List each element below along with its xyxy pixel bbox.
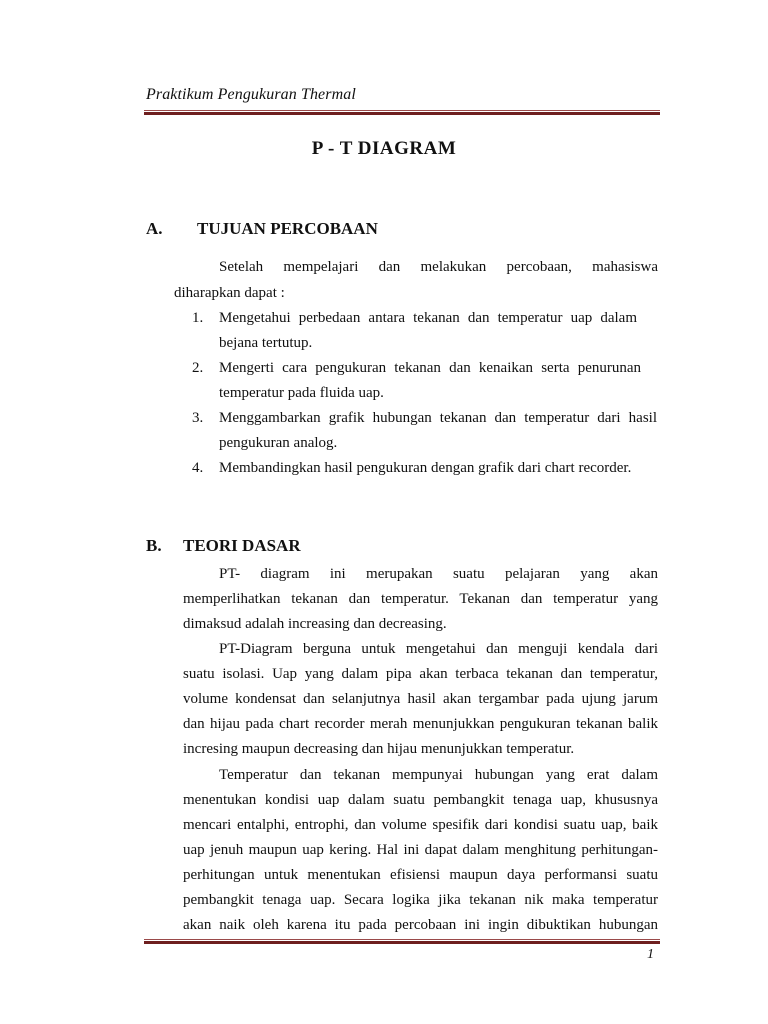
paragraph-line: PT- diagram ini merupakan suatu pelajaran yang akan — [219, 566, 658, 582]
list-item-line: Membandingkan hasil pengukuran dengan grafik dari chart recorder. — [219, 460, 632, 476]
running-header: Praktikum Pengukuran Thermal — [146, 86, 356, 103]
paragraph-line: volume kondensat dan selanjutnya hasil akan tergambar pada ujung jarum — [183, 691, 658, 707]
paragraph-line: perhitungan untuk menentukan efisiensi maupun daya performansi suatu — [183, 867, 658, 883]
paragraph-line: uap jenuh maupun uap kering. Hal ini dapat dalam menghitung perhitungan- — [183, 842, 658, 858]
paragraph-line: suatu isolasi. Uap yang dalam pipa akan terbaca tekanan dan temperatur, — [183, 666, 658, 682]
section-a-intro-line-2: diharapkan dapat : — [174, 285, 285, 301]
section-a-heading: TUJUAN PERCOBAAN — [197, 219, 378, 238]
list-item-line: Mengetahui perbedaan antara tekanan dan temperatur uap dalam — [219, 310, 637, 326]
paragraph-line: dimaksud adalah increasing dan decreasing. — [183, 616, 447, 632]
footer-rule — [144, 939, 660, 944]
paragraph-line: PT-Diagram berguna untuk mengetahui dan menguji kendala dari — [219, 641, 658, 657]
list-item-number: 1. — [192, 310, 204, 326]
page-number: 1 — [647, 947, 654, 962]
section-a-intro-line-1: Setelah mempelajari dan melakukan percobaan, mahasiswa — [219, 259, 658, 275]
list-item-line: temperatur pada fluida uap. — [219, 385, 384, 401]
paragraph-line: menentukan kondisi uap dalam suatu pembangkit tenaga uap, khususnya — [183, 792, 658, 808]
list-item-line: bejana tertutup. — [219, 335, 313, 351]
paragraph-line: memperlihatkan tekanan dan temperatur. Tekanan dan temperatur yang — [183, 591, 658, 607]
list-item-line: Menggambarkan grafik hubungan tekanan dan temperatur dari hasil — [219, 410, 657, 426]
section-b-heading: TEORI DASAR — [183, 536, 301, 555]
page-title: P - T DIAGRAM — [311, 138, 457, 159]
list-item-number: 2. — [192, 360, 204, 376]
paragraph-line: pembangkit tenaga uap. Secara logika jika tekanan nik maka temperatur — [183, 892, 658, 908]
list-item-number: 4. — [192, 460, 204, 476]
section-b-letter: B. — [146, 536, 162, 555]
section-a-letter: A. — [146, 219, 163, 238]
paragraph-line: Temperatur dan tekanan mempunyai hubungan yang erat dalam — [219, 767, 658, 783]
paragraph-line: akan naik oleh karena itu pada percobaan ini ingin dibuktikan hubungan — [183, 917, 658, 933]
list-item-line: Mengerti cara pengukuran tekanan dan kenaikan serta penurunan — [219, 360, 641, 376]
paragraph-line: incresing maupun decreasing dan hijau menunjukkan temperatur. — [183, 741, 575, 757]
header-rule — [144, 110, 660, 115]
paragraph-line: dan hijau pada chart recorder merah menunjukkan pengukuran tekanan balik — [183, 716, 658, 732]
list-item-number: 3. — [192, 410, 204, 426]
list-item-line: pengukuran analog. — [219, 435, 338, 451]
paragraph-line: mencari entalphi, entrophi, dan volume spesifik dari kondisi suatu uap, baik — [183, 817, 658, 833]
